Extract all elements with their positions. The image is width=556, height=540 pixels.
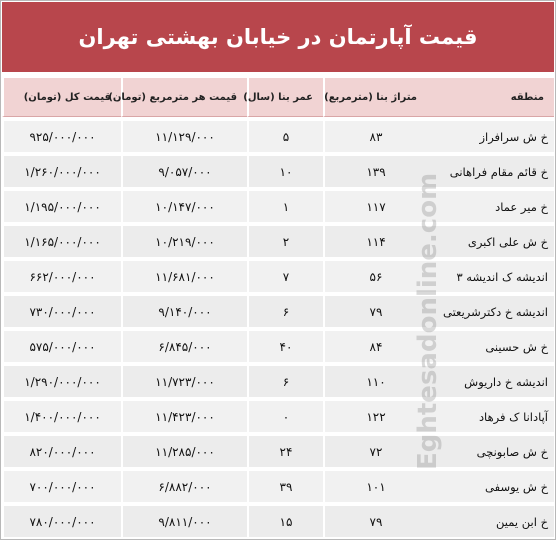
cell-price-per-m2: ۱۰/۱۴۷/۰۰۰ xyxy=(121,190,247,222)
cell-age: ۱ xyxy=(247,190,323,222)
cell-region: خ قائم مقام فراهانی xyxy=(427,155,554,187)
cell-area: ۸۴ xyxy=(323,330,427,362)
cell-age: ۲۴ xyxy=(247,435,323,467)
table-header-row xyxy=(2,78,554,117)
cell-total-price: ۷۸۰/۰۰۰/۰۰۰ xyxy=(2,505,121,537)
cell-area: ۱۱۴ xyxy=(323,225,427,257)
table-row xyxy=(2,120,554,152)
cell-total-price: ۷۰۰/۰۰۰/۰۰۰ xyxy=(2,470,121,502)
cell-total-price: ۱/۱۶۵/۰۰۰/۰۰۰ xyxy=(2,225,121,257)
cell-area: ۱۱۰ xyxy=(323,365,427,397)
table-row xyxy=(2,260,554,292)
header-region: منطقه xyxy=(427,78,554,117)
cell-region: خ ش حسینی xyxy=(427,330,554,362)
cell-total-price: ۸۲۰/۰۰۰/۰۰۰ xyxy=(2,435,121,467)
cell-region: اندیشه خ داریوش xyxy=(427,365,554,397)
cell-area: ۷۲ xyxy=(323,435,427,467)
apartment-price-table xyxy=(2,75,554,540)
cell-age: ۶ xyxy=(247,295,323,327)
table-row xyxy=(2,365,554,397)
cell-age: ۰ xyxy=(247,400,323,432)
cell-age: ۱۵ xyxy=(247,505,323,537)
table-row xyxy=(2,190,554,222)
cell-region: اندیشه ک اندیشه ۳ xyxy=(427,260,554,292)
cell-region: خ ش سرافراز xyxy=(427,120,554,152)
table-body xyxy=(2,120,554,537)
cell-region: خ میر عماد xyxy=(427,190,554,222)
cell-price-per-m2: ۹/۱۴۰/۰۰۰ xyxy=(121,295,247,327)
cell-age: ۵ xyxy=(247,120,323,152)
table-row xyxy=(2,330,554,362)
cell-price-per-m2: ۱۱/۶۸۱/۰۰۰ xyxy=(121,260,247,292)
header-total-price: قیمت کل (تومان) xyxy=(2,78,121,117)
table-row xyxy=(2,435,554,467)
cell-age: ۳۹ xyxy=(247,470,323,502)
cell-price-per-m2: ۱۱/۷۲۳/۰۰۰ xyxy=(121,365,247,397)
cell-age: ۶ xyxy=(247,365,323,397)
cell-region: آپادانا ک فرهاد xyxy=(427,400,554,432)
cell-area: ۷۹ xyxy=(323,505,427,537)
table-row xyxy=(2,505,554,537)
cell-area: ۷۹ xyxy=(323,295,427,327)
cell-total-price: ۱/۲۹۰/۰۰۰/۰۰۰ xyxy=(2,365,121,397)
cell-total-price: ۷۳۰/۰۰۰/۰۰۰ xyxy=(2,295,121,327)
cell-age: ۱۰ xyxy=(247,155,323,187)
cell-price-per-m2: ۱۱/۱۲۹/۰۰۰ xyxy=(121,120,247,152)
cell-region: خ ش یوسفی xyxy=(427,470,554,502)
cell-region: خ ش صابونچی xyxy=(427,435,554,467)
cell-age: ۷ xyxy=(247,260,323,292)
cell-price-per-m2: ۱۰/۲۱۹/۰۰۰ xyxy=(121,225,247,257)
cell-region: خ ابن یمین xyxy=(427,505,554,537)
cell-age: ۴۰ xyxy=(247,330,323,362)
cell-total-price: ۵۷۵/۰۰۰/۰۰۰ xyxy=(2,330,121,362)
cell-area: ۸۳ xyxy=(323,120,427,152)
cell-area: ۱۳۹ xyxy=(323,155,427,187)
cell-total-price: ۱/۱۹۵/۰۰۰/۰۰۰ xyxy=(2,190,121,222)
header-age: عمر بنا (سال) xyxy=(247,78,323,117)
cell-area: ۱۱۷ xyxy=(323,190,427,222)
header-price-per-m2: قیمت هر مترمربع (تومان) xyxy=(121,78,247,117)
table-row xyxy=(2,400,554,432)
cell-area: ۱۰۱ xyxy=(323,470,427,502)
site-watermark: Eghtesadonline.com xyxy=(413,172,443,470)
cell-price-per-m2: ۱۱/۴۲۳/۰۰۰ xyxy=(121,400,247,432)
cell-total-price: ۶۶۲/۰۰۰/۰۰۰ xyxy=(2,260,121,292)
cell-price-per-m2: ۶/۸۴۵/۰۰۰ xyxy=(121,330,247,362)
cell-total-price: ۱/۲۶۰/۰۰۰/۰۰۰ xyxy=(2,155,121,187)
cell-price-per-m2: ۹/۸۱۱/۰۰۰ xyxy=(121,505,247,537)
cell-age: ۲ xyxy=(247,225,323,257)
cell-region: اندیشه خ دکترشریعتی xyxy=(427,295,554,327)
cell-price-per-m2: ۱۱/۲۸۵/۰۰۰ xyxy=(121,435,247,467)
cell-total-price: ۹۲۵/۰۰۰/۰۰۰ xyxy=(2,120,121,152)
cell-area: ۱۲۲ xyxy=(323,400,427,432)
table-row xyxy=(2,470,554,502)
cell-area: ۵۶ xyxy=(323,260,427,292)
table-row xyxy=(2,295,554,327)
cell-price-per-m2: ۶/۸۸۲/۰۰۰ xyxy=(121,470,247,502)
cell-total-price: ۱/۴۰۰/۰۰۰/۰۰۰ xyxy=(2,400,121,432)
title-bar xyxy=(2,2,554,72)
page-title: قیمت آپارتمان در خیابان بهشتی تهران xyxy=(78,25,478,49)
cell-price-per-m2: ۹/۰۵۷/۰۰۰ xyxy=(121,155,247,187)
table-row xyxy=(2,225,554,257)
table-row xyxy=(2,155,554,187)
cell-region: خ ش علی اکبری xyxy=(427,225,554,257)
header-area: متراژ بنا (مترمربع) xyxy=(323,78,427,117)
